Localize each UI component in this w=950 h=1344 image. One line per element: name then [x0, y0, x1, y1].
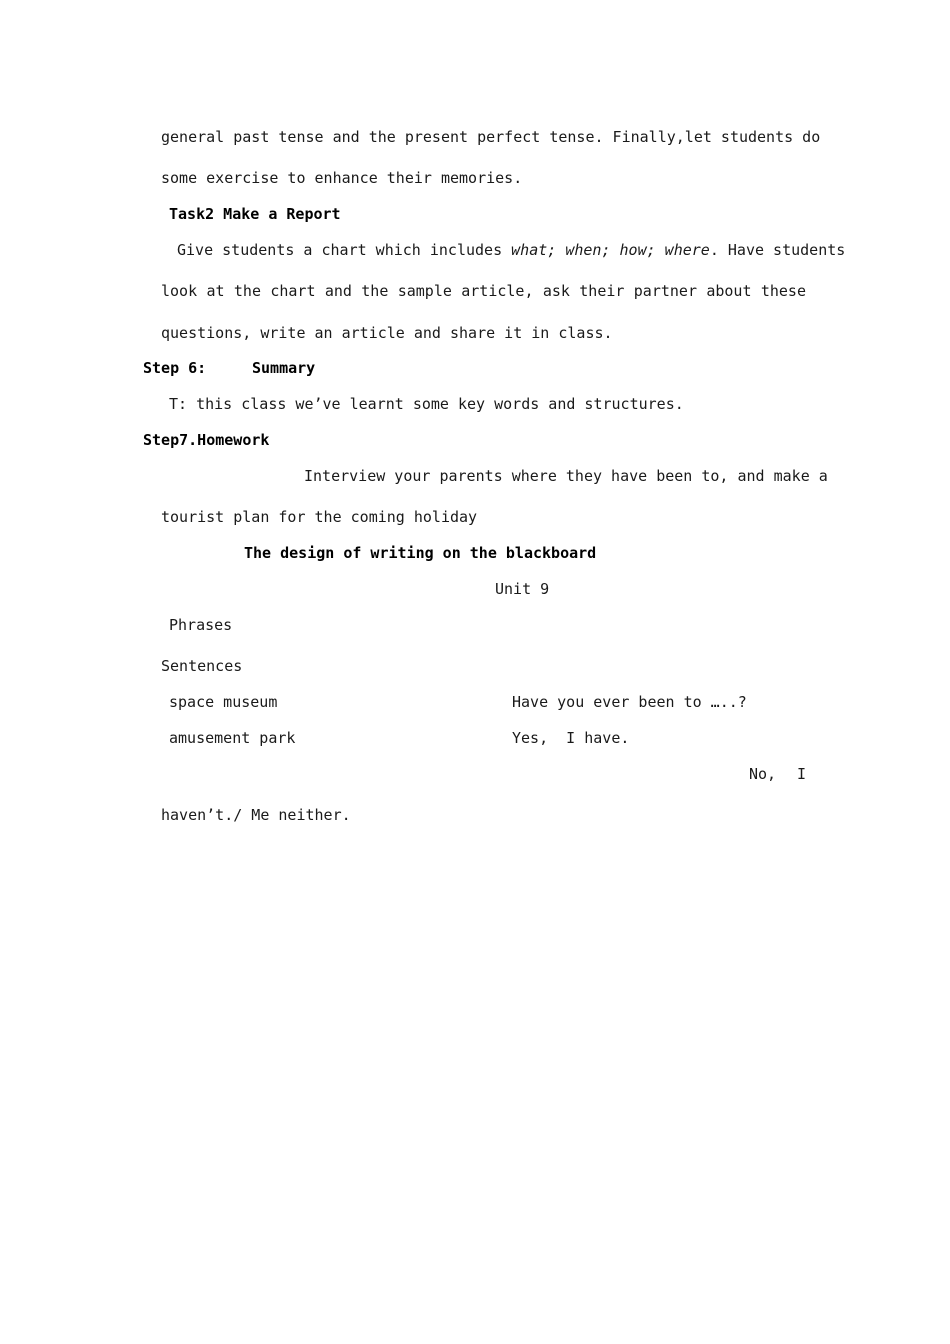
blackboard-heading: The design of writing on the blackboard: [244, 544, 597, 562]
step7-heading: Step7.Homework: [143, 431, 270, 449]
task2-line-1-end: . Have students: [709, 241, 846, 259]
sentence-item: Have you ever been to …..?: [512, 693, 747, 711]
step6-title: Summary: [252, 359, 316, 377]
sentence-item: Yes, I have.: [512, 729, 630, 747]
sentence-item: No, I: [749, 765, 806, 783]
blackboard-unit: Unit 9: [495, 580, 550, 598]
sentences-label: Sentences: [161, 657, 243, 675]
task2-heading: Task2 Make a Report: [169, 205, 341, 223]
step6-text: T: this class we’ve learnt some key words and structures.: [169, 395, 684, 413]
step7-line-1: Interview your parents where they have been to, and make a: [304, 467, 828, 485]
step7-line-2: tourist plan for the coming holiday: [161, 508, 478, 526]
task2-question-words: what; when; how; where: [511, 241, 710, 259]
step6-label: Step 6:: [143, 359, 207, 377]
task2-line-1-start: Give students a chart which includes: [177, 241, 512, 259]
phrase-item: space museum: [169, 693, 278, 711]
task2-line-1: [177, 240, 846, 260]
phrases-label: Phrases: [169, 616, 233, 634]
task2-line-3: questions, write an article and share it in class.: [161, 324, 613, 342]
sentence-item-continued: haven’t./ Me neither.: [161, 806, 351, 824]
phrase-item: amusement park: [169, 729, 296, 747]
paragraph-line: some exercise to enhance their memories.: [161, 169, 523, 187]
task2-line-2: look at the chart and the sample article, ask their partner about these: [161, 282, 806, 300]
paragraph-line: general past tense and the present perfect tense. Finally,let students do: [161, 128, 821, 146]
